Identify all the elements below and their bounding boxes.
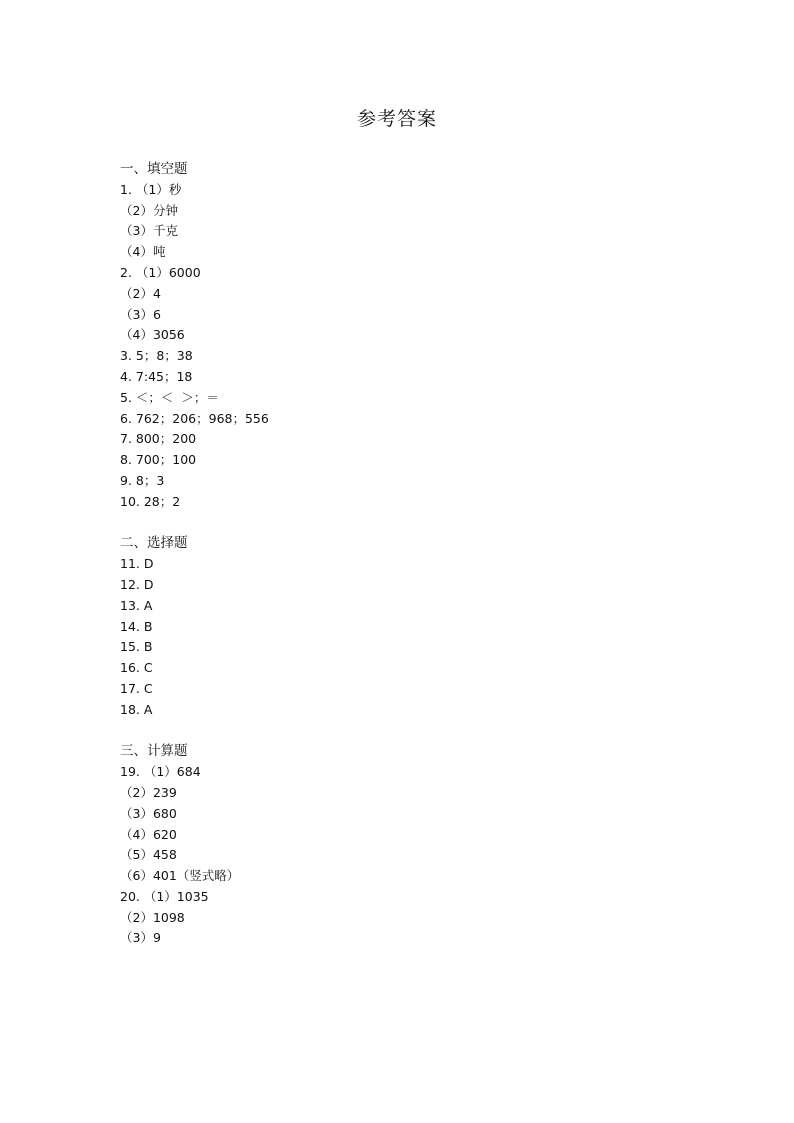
answer-line: （3）9 xyxy=(120,930,161,946)
answer-line: （2）1098 xyxy=(120,909,185,925)
answer-line: 9. 8；3 xyxy=(120,472,165,488)
answer-line: 11. D xyxy=(120,556,154,572)
page-title: 参考答案 xyxy=(356,108,437,130)
answer-line: （4）620 xyxy=(120,826,177,842)
section-heading: 三、计算题 xyxy=(120,743,188,760)
answer-line: 5. ＜；＜ ＞；＝ xyxy=(120,389,219,405)
answer-section xyxy=(120,159,269,513)
answer-line: （3）680 xyxy=(120,805,177,821)
answer-line: 16. C xyxy=(120,660,153,676)
answer-line: 13. A xyxy=(120,597,153,613)
answer-line: （3）千克 xyxy=(120,223,178,239)
section-heading: 二、选择题 xyxy=(120,535,188,552)
answer-list xyxy=(120,159,269,949)
answer-line: 6. 762；206；968；556 xyxy=(120,410,269,426)
answer-line: 20. （1）1035 xyxy=(120,888,209,904)
answer-line: （4）吨 xyxy=(120,244,166,260)
answer-line: （3）6 xyxy=(120,306,161,322)
answer-line: 18. A xyxy=(120,701,153,717)
answer-line: 4. 7:45；18 xyxy=(120,368,193,384)
answer-line: 8. 700；100 xyxy=(120,452,197,468)
answer-section xyxy=(120,533,269,720)
answer-line: 14. B xyxy=(120,618,153,634)
section-spacer xyxy=(120,721,269,742)
answer-line: 17. C xyxy=(120,680,153,696)
answer-line: 15. B xyxy=(120,639,153,655)
answer-line: （6）401（竖式略） xyxy=(120,868,240,884)
answer-line: （2）分钟 xyxy=(120,202,178,218)
answer-line: 10. 28；2 xyxy=(120,493,181,509)
answer-line: （2）239 xyxy=(120,784,177,800)
answer-line: （5）458 xyxy=(120,847,177,863)
answer-line: （4）3056 xyxy=(120,327,185,343)
answer-section xyxy=(120,741,269,949)
answer-line: （2）4 xyxy=(120,285,161,301)
answer-line: 3. 5；8；38 xyxy=(120,348,193,364)
section-spacer xyxy=(120,513,269,534)
answer-line: 1. （1）秒 xyxy=(120,181,182,197)
answer-line: 2. （1）6000 xyxy=(120,264,201,280)
section-heading: 一、填空题 xyxy=(120,161,188,177)
answer-line: 19. （1）684 xyxy=(120,764,201,780)
answer-line: 12. D xyxy=(120,576,154,592)
answer-line: 7. 800；200 xyxy=(120,431,197,447)
